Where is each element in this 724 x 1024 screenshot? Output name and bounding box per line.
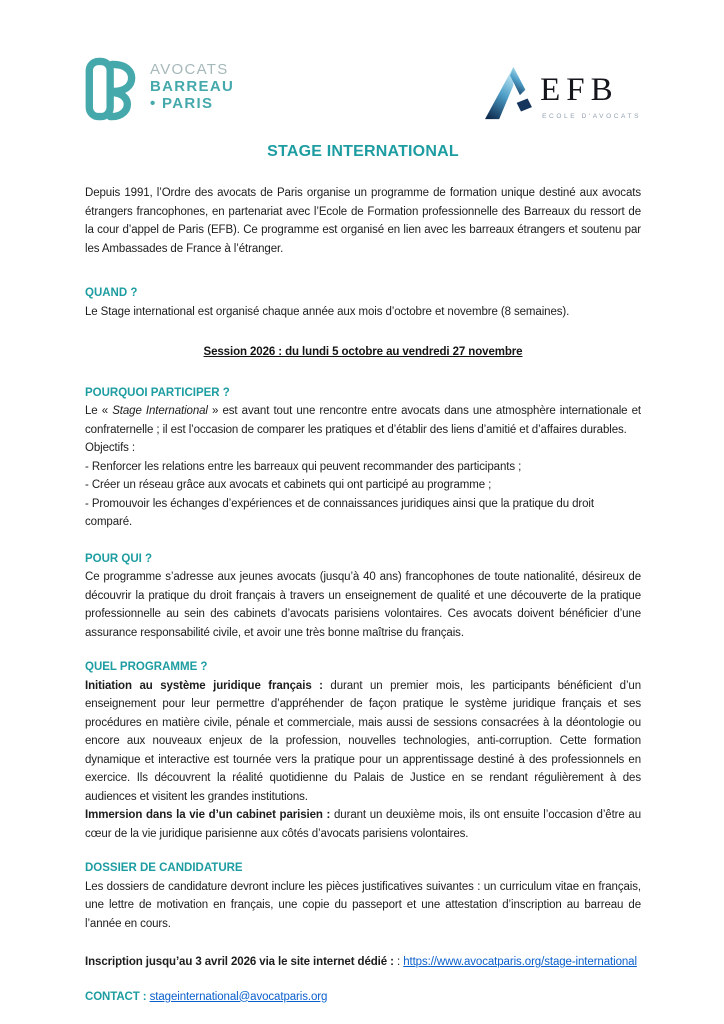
section-pourquoi-paragraph	[85, 402, 641, 439]
inscription-lead: Inscription jusqu’au 3 avril 2026 via le site internet dédié :	[85, 956, 394, 968]
barreau-b-mark-icon	[85, 56, 139, 122]
efb-logo-name: EFB	[540, 72, 619, 108]
barreau-logo-line-avocats: AVOCATS	[150, 61, 229, 78]
programme-immersion-lead: Immersion dans la vie d’un cabinet parisien :	[85, 809, 331, 821]
objectifs-bullet-list	[85, 458, 641, 532]
pourquoi-text-italic: Stage International	[112, 405, 208, 417]
barreau-logo-line-paris: • PARIS	[150, 95, 214, 112]
programme-initiation-paragraph	[85, 677, 641, 807]
inscription-line	[85, 953, 641, 972]
section-quand-body: Le Stage international est organisé chaque année aux mois d’octobre et novembre (8 semaines).	[85, 305, 570, 318]
section-pour-qui-heading: POUR QUI ?	[85, 552, 153, 565]
section-dossier-body: Les dossiers de candidature devront inclure les pièces justificatives suivantes : un curriculum vitae en français, une lettre de motivation en français, une copie du passeport et une attestation d’inscription au barreau de l’année en cours.	[85, 880, 641, 930]
efb-logo-tagline: ECOLE D'AVOCATS	[542, 113, 641, 120]
section-quand	[85, 284, 641, 362]
inscription-separator: :	[393, 956, 404, 968]
bullet-item: - Créer un réseau grâce aux avocats et cabinets qui ont participé au programme ;	[85, 479, 492, 491]
barreau-paris-logo	[85, 56, 234, 122]
bullet-item: - Promouvoir les échanges d’expériences et de connaissances juridiques ainsi que la pratique du droit comparé.	[85, 497, 594, 528]
pourquoi-text-suffix: » est avant tout une rencontre entre avocats dans une atmosphère internationale et confraternelle ; il est l’occasion de comparer les pratiques et d’établir des liens d’amitié et d’affaires durables.	[85, 405, 641, 436]
barreau-logo-wordmark	[150, 56, 234, 112]
section-programme-heading: QUEL PROGRAMME ?	[85, 661, 208, 673]
contact-line	[85, 988, 641, 1007]
efb-a-mark-icon	[485, 62, 533, 124]
barreau-logo-line-barreau: BARREAU	[150, 78, 235, 95]
contact-label: CONTACT :	[85, 990, 147, 1003]
session-2026-line: Session 2026 : du lundi 5 octobre au vendredi 27 novembre	[203, 346, 523, 358]
header-logos	[85, 56, 641, 132]
section-pourquoi-participer	[85, 384, 641, 532]
section-pour-qui	[85, 550, 641, 643]
section-pour-qui-body: Ce programme s’adresse aux jeunes avocats (jusqu’à 40 ans) francophones de toute nationalité, désireux de découvrir la pratique du droit français à travers un enseignement de qualité et une découverte de la pratique professionnelle au sein des cabinets d’avocats parisiens volontaires. Ces avocats doivent bénéficier d’une assurance responsabilité civile, et avoir une très bonne maîtrise du français.	[85, 571, 641, 639]
efb-logo	[485, 56, 641, 127]
intro-paragraph: Depuis 1991, l’Ordre des avocats de Paris organise un programme de formation unique destiné aux avocats étrangers francophones, en partenariat avec l’Ecole de Formation professionnelle des Barreaux du ressort de la cour d’appel de Paris (EFB). Ce programme est organisé en lien avec les barreaux étrangers et soutenu par les Ambassades de France à l’étranger.	[85, 187, 641, 255]
programme-immersion-text: durant un deuxième mois, ils ont ensuite l’occasion d’être au cœur de la vie juridique parisienne aux côtés d’avocats parisiens volontaires.	[85, 809, 641, 840]
section-dossier-heading: DOSSIER DE CANDIDATURE	[85, 862, 243, 874]
pourquoi-text-prefix: Le «	[85, 405, 113, 417]
section-pourquoi-heading: POURQUOI PARTICIPER ?	[85, 386, 230, 399]
section-dossier-candidature	[85, 859, 641, 933]
bullet-item: - Renforcer les relations entre les barreaux qui peuvent recommander des participants ;	[85, 460, 522, 473]
objectifs-label: Objectifs :	[85, 442, 136, 454]
programme-initiation-text: durant un premier mois, les participants bénéficient d’un enseignement pour leur permettre d’appréhender de façon pratique le système juridique français et ses procédures en matière civile, pénale et commerciale, mais aussi de sessions consacrées à la déontologie ou encore aux nouveaux enjeux de la profession, nouvelles technologies, anti-corruption. Cette formation dynamique et interactive est tournée vers la pratique pour un apprentissage destiné à des professionnels en exercice. Ils découvrent la réalité quotidienne du Palais de Justice en se rendant régulièrement à des audiences et visitent les grandes institutions.	[85, 679, 641, 803]
contact-email-link[interactable]: stageinternational@avocatparis.org	[149, 990, 328, 1003]
page-title: STAGE INTERNATIONAL	[267, 143, 459, 160]
section-quel-programme	[85, 658, 641, 843]
efb-logo-wordmark	[540, 62, 641, 127]
programme-initiation-lead: Initiation au système juridique français :	[85, 679, 323, 692]
registration-website-link[interactable]: https://www.avocatparis.org/stage-international	[403, 956, 637, 968]
programme-immersion-paragraph	[85, 806, 641, 843]
section-quand-heading: QUAND ?	[85, 287, 138, 299]
